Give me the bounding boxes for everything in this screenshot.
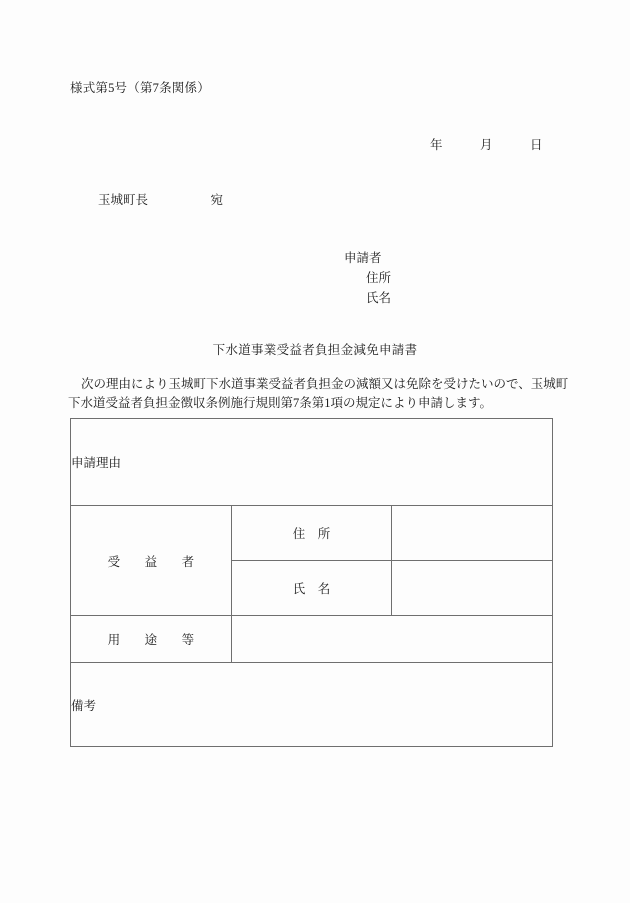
form-number: 様式第5号（第7条関係）: [70, 81, 210, 95]
usage-label-cell: [71, 616, 232, 663]
table-row-remarks: [71, 663, 553, 747]
table-row-reason: [71, 419, 553, 506]
applicant-name-label: 氏名: [366, 291, 392, 305]
reason-label-cell: 申請理由: [71, 419, 553, 506]
date-line: 年 月 日: [430, 138, 543, 152]
application-table: [70, 418, 553, 747]
beneficiary-label-cell: [71, 506, 232, 616]
applicant-block: [344, 248, 391, 308]
beneficiary-name-input-cell[interactable]: [392, 561, 553, 616]
document-title: 下水道事業受益者負担金減免申請書: [212, 343, 418, 357]
body-line-1: 次の理由により玉城町下水道事業受益者負担金の減額又は免除を受けたいので、玉城町: [81, 377, 569, 391]
table-row-usage: [71, 616, 553, 663]
beneficiary-label: 受 益 者: [107, 554, 201, 569]
beneficiary-name-label-cell: 氏 名: [231, 561, 392, 616]
applicant-address-label: 住所: [366, 271, 392, 285]
beneficiary-address-label-cell: 住 所: [231, 506, 392, 561]
body-line-2: 下水道受益者負担金徴収条例施行規則第7条第1項の規定により申請します。: [68, 396, 493, 410]
addressee-line: 玉城町長 宛: [98, 193, 224, 207]
body-paragraph: [68, 375, 568, 413]
remarks-label-cell: 備考: [71, 663, 553, 747]
table-row-beneficiary-address: [71, 506, 553, 561]
beneficiary-address-input-cell[interactable]: [392, 506, 553, 561]
usage-input-cell[interactable]: [231, 616, 552, 663]
applicant-label: 申請者: [344, 251, 382, 265]
usage-label: 用 途 等: [107, 633, 201, 647]
